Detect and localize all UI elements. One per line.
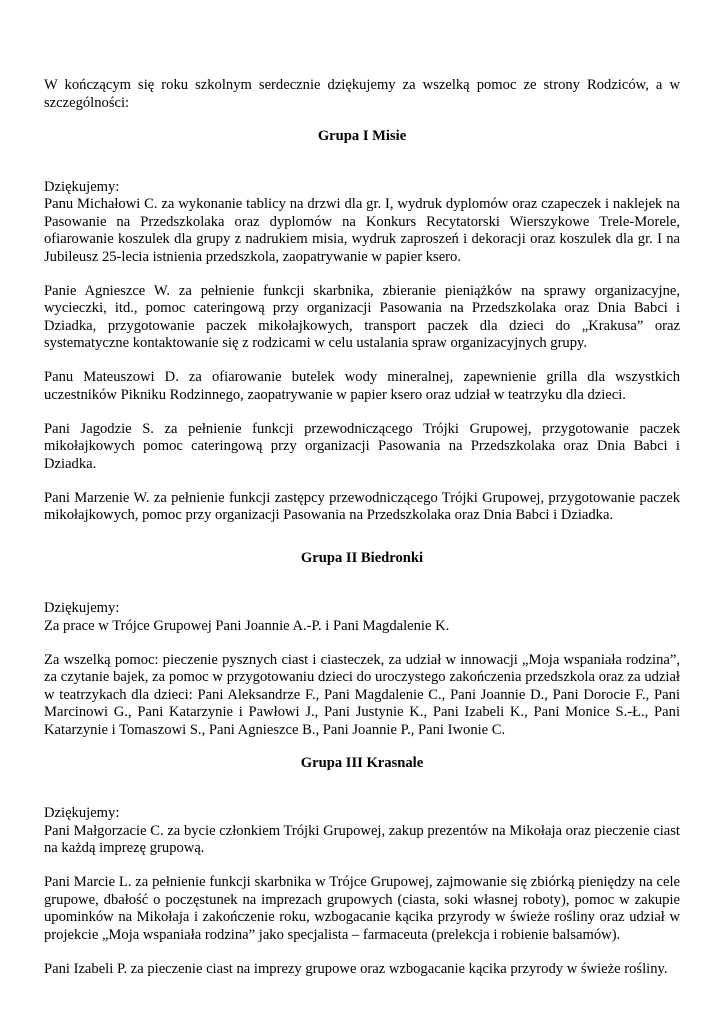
group-1-paragraph-2: Panie Agnieszce W. za pełnienie funkcji skarbnika, zbieranie pieniążków na sprawy organizacyjne, wycieczki, itd., pomoc cateringową przy organizacji Pasowania na Przedszkolaka oraz Dnia Babci i Dziadka, przygotowanie paczek mikołajkowych, transport paczek dla dzieci do „Krakusa” oraz systematyczne kontaktowanie się z rodzicami w celu ustalania spraw organizacyjnych grupy. <box>44 282 680 351</box>
group-2-title: Grupa II Biedronki <box>300 549 424 566</box>
group-2-thanks-label: Dziękujemy: <box>44 600 120 616</box>
group-1-paragraph-4: Pani Jagodzie S. za pełnienie funkcji przewodniczącego Trójki Grupowej, przygotowanie paczek mikołajkowych pomoc cateringową przy organizacji Pasowania na Przedszkolaka oraz Dnia Babci i Dziadka. <box>44 420 680 472</box>
group-3-paragraph-1-text: Pani Małgorzacie C. za bycie członkiem Trójki Grupowej, zakup prezentów na Mikołaja oraz pieczenie ciast na każdą imprezę grupową. <box>44 822 680 856</box>
group-2-section <box>44 550 680 740</box>
group-3-thanks-label: Dziękujemy: <box>44 805 120 821</box>
group-1-title: Grupa I Misie <box>317 128 407 144</box>
group-1-paragraph-3: Panu Mateuszowi D. za ofiarowanie butelek wody mineralnej, zapewnienie grilla dla wszystkich uczestników Pikniku Rodzinnego, zaopatrywanie w papier ksero oraz udział w teatrzyku dla dzieci. <box>44 369 680 403</box>
group-2-paragraph-2: Za wszelką pomoc: pieczenie pysznych ciast i ciasteczek, za udział w innowacji „Moja wspaniała rodzina”, za czytanie bajek, za pomoc w przygotowaniu dzieci do uroczystego zakończenia przedszkola oraz za udział w teatrzykach dla dzieci: Pani Aleksandrze F., Pani Magdalenie C., Pani Joannie D., Pani Dorocie F., Pani Marcinowi G., Pani Katarzynie i Pawłowi J., Pani Justynie K., Pani Izabeli K., Pani Monice S.-Ł., Pani Katarzynie i Tomaszowi S., Pani Agnieszce B., Pani Joannie P., Pani Iwonie C. <box>44 651 680 738</box>
group-3-paragraph-3: Pani Izabeli P. za pieczenie ciast na imprezy grupowe oraz wzbogacanie kącika przyrody w świeże rośliny. <box>44 960 668 977</box>
group-1-section <box>44 128 680 525</box>
group-2-paragraph-1 <box>44 600 680 635</box>
group-3-paragraph-2: Pani Marcie L. za pełnienie funkcji skarbnika w Trójce Grupowej, zajmowanie się zbiórką pieniędzy na cele grupowe, dbałość o poczęstunek na imprezach grupowych (ciasta, soki własnej roboty), pomoc w zakupie upominków na Mikołaja i zakończenie roku, wzbogacanie kącika przyrody w świeże rośliny oraz udział w projekcie „Moja wspaniała rodzina” jako specjalista – farmaceuta (prelekcja i robienie balsamów). <box>44 874 680 943</box>
group-1-paragraph-5: Pani Marzenie W. za pełnienie funkcji zastępcy przewodniczącego Trójki Grupowej, przygotowanie paczek mikołajkowych, pomoc przy organizacji Pasowania na Przedszkolaka oraz Dnia Babci i Dziadka. <box>44 489 680 523</box>
group-1-paragraph-1 <box>44 179 680 267</box>
group-1-thanks-label: Dziękujemy: <box>44 178 120 195</box>
group-3-paragraph-1 <box>44 805 680 858</box>
intro-paragraph: W kończącym się roku szkolnym serdecznie dziękujemy za wszelką pomoc ze strony Rodziców, a w szczególności: <box>44 77 680 111</box>
group-3-title: Grupa III Krasnale <box>300 754 424 771</box>
group-3-section <box>44 755 680 979</box>
group-1-paragraph-1-text: Panu Michałowi C. za wykonanie tablicy na drzwi dla gr. I, wydruk dyplomów oraz czapeczek i naklejek na Pasowanie na Przedszkolaka oraz dyplomów na Konkurs Recytatorski Wierszykowe Trele-Morele, ofiarowanie koszulek dla grupy z nadrukiem misia, wydruk zaproszeń i dekoracji oraz koszulek dla gr. I na Jubileusz 25-lecia istnienia przedszkola, zaopatrywanie w papier ksero. <box>44 196 680 265</box>
document-page <box>44 77 680 995</box>
group-2-paragraph-1-text: Za prace w Trójce Grupowej Pani Joannie A.-P. i Pani Magdalenie K. <box>44 617 450 634</box>
